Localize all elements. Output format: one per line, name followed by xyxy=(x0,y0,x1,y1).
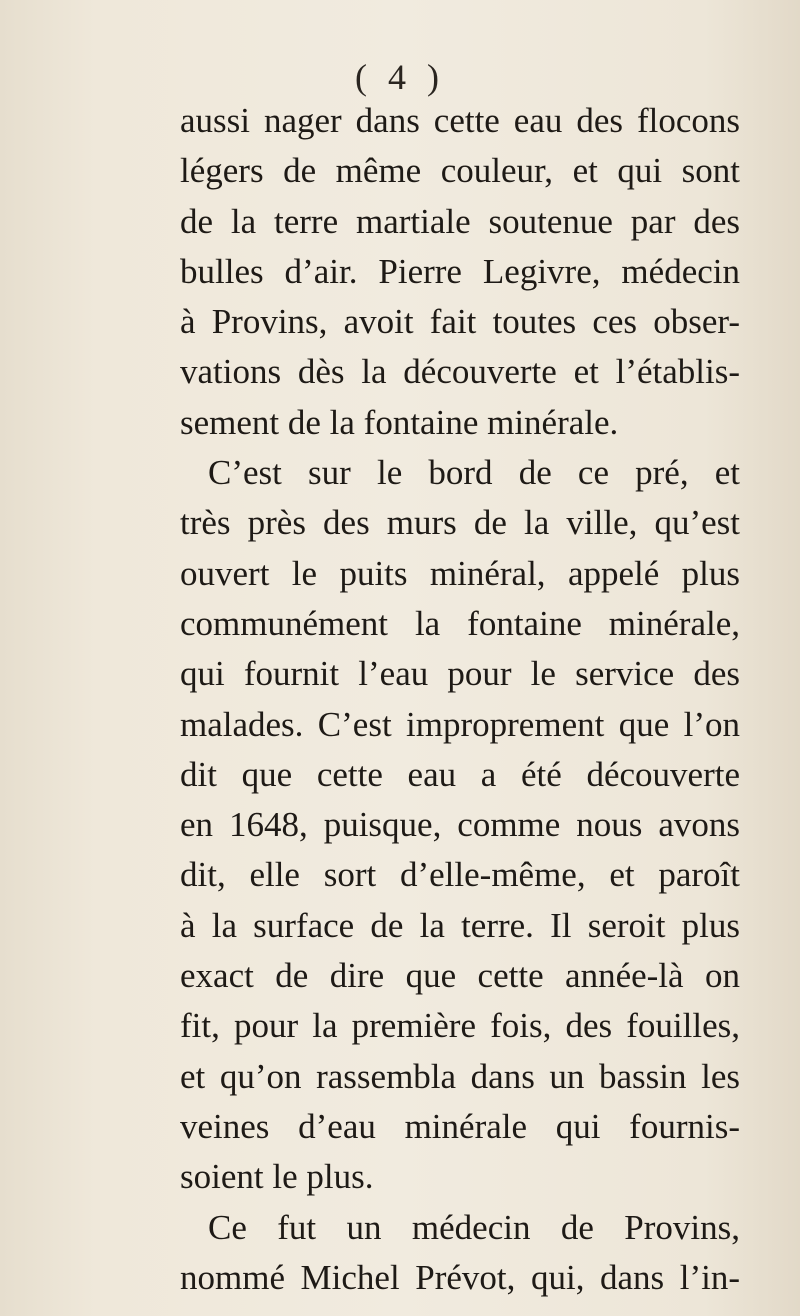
text-line-12: qui fournit l’eau pour le service des xyxy=(180,654,740,694)
text-line-5: à Provins, avoit fait toutes ces obser- xyxy=(180,302,740,342)
text-line-8: C’est sur le bord de ce pré, et xyxy=(208,453,740,493)
text-line-15: en 1648, puisque, comme nous avons xyxy=(180,805,740,845)
text-line-9: très près des murs de la ville, qu’est xyxy=(180,503,740,543)
text-line-11: communément la fontaine minérale, xyxy=(180,603,740,643)
text-line-23: Ce fut un médecin de Provins, xyxy=(208,1207,740,1247)
text-line-6: vations dès la découverte et l’établis- xyxy=(180,352,740,392)
text-line-10: ouvert le puits minéral, appelé plus xyxy=(180,553,740,593)
text-line-18: exact de dire que cette année-là on xyxy=(180,956,740,996)
text-line-4: bulles d’air. Pierre Legivre, médecin xyxy=(180,251,740,291)
text-line-3: de la terre martiale soutenue par des xyxy=(180,201,740,241)
text-line-14: dit que cette eau a été découverte xyxy=(180,754,740,794)
page-number: ( 4 ) xyxy=(355,57,445,97)
text-line-20: et qu’on rassembla dans un bassin les xyxy=(180,1056,740,1096)
body-text xyxy=(180,96,740,1303)
text-line-7: sement de la fontaine minérale. xyxy=(180,402,619,442)
text-line-13: malades. C’est improprement que l’on xyxy=(180,704,740,744)
text-line-16: dit, elle sort d’elle-même, et paroît xyxy=(180,855,740,895)
text-line-22: soient le plus. xyxy=(180,1157,374,1197)
text-line-1: aussi nager dans cette eau des flocons xyxy=(180,101,740,140)
text-line-2: légers de même couleur, et qui sont xyxy=(180,151,740,191)
text-line-19: fit, pour la première fois, des fouilles, xyxy=(180,1006,740,1046)
text-line-24: nommé Michel Prévot, qui, dans l’in- xyxy=(180,1257,740,1297)
text-line-21: veines d’eau minérale qui fournis- xyxy=(180,1106,740,1146)
text-line-17: à la surface de la terre. Il seroit plus xyxy=(180,905,740,945)
